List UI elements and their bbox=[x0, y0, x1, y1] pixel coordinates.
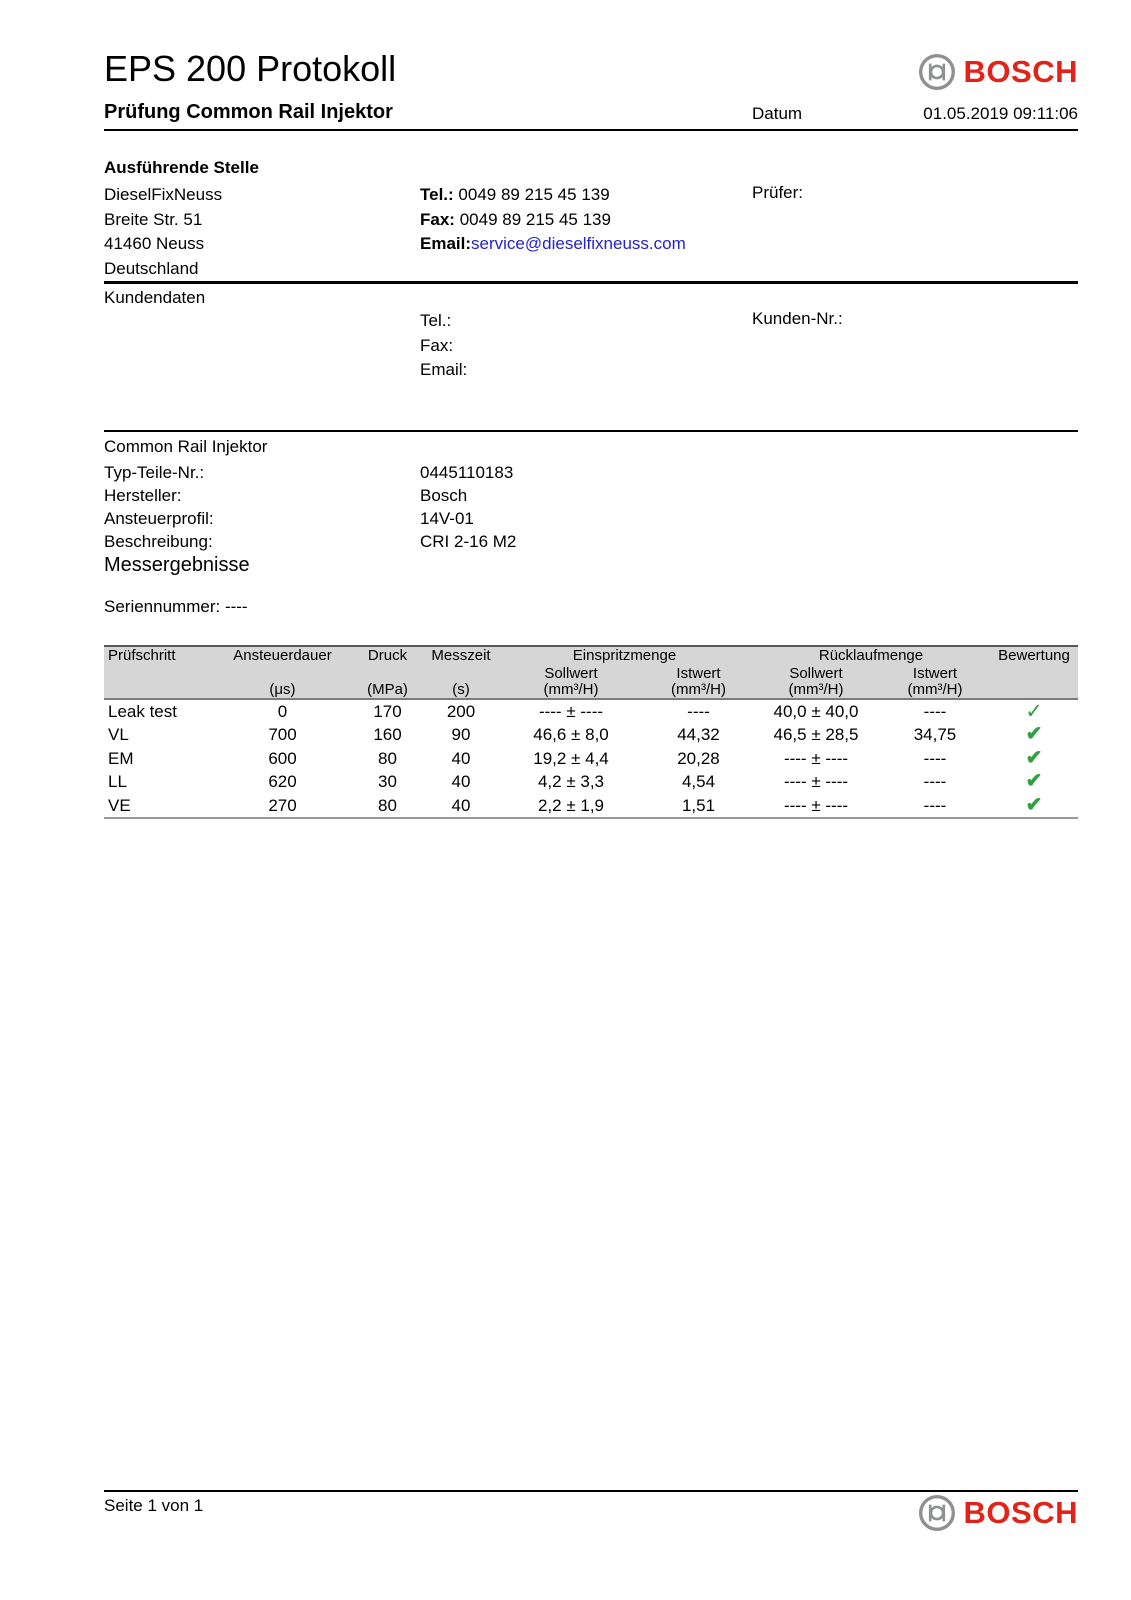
email-label: Email: bbox=[420, 234, 472, 253]
provider-country: Deutschland bbox=[104, 258, 199, 278]
einspritz-sollwert-value: 4,2 ± 3,3 bbox=[537, 772, 605, 792]
footer-divider bbox=[104, 1490, 1078, 1492]
ansteuerdauer-value: 270 bbox=[268, 795, 297, 815]
results-table bbox=[104, 645, 1078, 819]
ansteuerdauer-value: 700 bbox=[268, 725, 297, 745]
injector-detail-row bbox=[104, 507, 516, 530]
provider-contact bbox=[420, 183, 686, 257]
bosch-wordmark: BOSCH bbox=[963, 1495, 1078, 1530]
provider-email-line bbox=[420, 232, 686, 257]
bosch-armature-icon bbox=[918, 1494, 956, 1532]
customer-fax-label: Fax: bbox=[420, 335, 454, 355]
table-row-em bbox=[104, 747, 1078, 770]
test-step-name: VE bbox=[108, 795, 131, 815]
customer-tel-label: Tel.: bbox=[420, 311, 452, 330]
einspritz-istwert-value: 4,54 bbox=[681, 772, 716, 792]
type-part-number-label: Typ-Teile-Nr.: bbox=[104, 463, 205, 482]
ruecklauf-istwert-value: 34,75 bbox=[913, 725, 957, 745]
provider-section-heading: Ausführende Stelle bbox=[104, 158, 259, 177]
ruecklauf-sollwert-value: ---- ± ---- bbox=[783, 772, 849, 792]
description-label: Beschreibung: bbox=[104, 532, 213, 551]
page-number: Seite 1 von 1 bbox=[104, 1496, 204, 1515]
test-step-name: VL bbox=[108, 725, 129, 745]
einspritz-istwert-value: 44,32 bbox=[677, 725, 720, 745]
customer-divider bbox=[104, 430, 1078, 432]
ruecklauf-istwert-value: ---- bbox=[923, 772, 947, 792]
bosch-armature-icon bbox=[918, 53, 956, 91]
customer-contact bbox=[420, 309, 467, 383]
results-table-header bbox=[104, 645, 1078, 700]
test-step-name: EM bbox=[108, 748, 134, 768]
unit-einspritz-sollwert: (mm³/H) bbox=[543, 681, 599, 698]
pass-check-icon: ✓ bbox=[1025, 700, 1043, 723]
drive-profile-value: 14V-01 bbox=[420, 509, 474, 528]
provider-tel-line bbox=[420, 183, 686, 208]
subheader-einspritz-sollwert: Sollwert bbox=[544, 665, 598, 682]
col-header-pruefschritt: Prüfschritt bbox=[108, 647, 176, 664]
ruecklauf-sollwert-value: 46,5 ± 28,5 bbox=[773, 725, 859, 745]
customer-email-label: Email: bbox=[420, 360, 468, 379]
serial-number-line bbox=[104, 597, 248, 617]
customer-number-label: Kunden-Nr.: bbox=[752, 309, 843, 328]
serial-number-value: ---- bbox=[224, 597, 248, 616]
table-row-ll bbox=[104, 770, 1078, 793]
results-table-body bbox=[104, 700, 1078, 819]
unit-ruecklauf-sollwert: (mm³/H) bbox=[788, 681, 844, 698]
einspritz-istwert-value: 1,51 bbox=[681, 795, 716, 815]
bosch-logo-footer bbox=[918, 1494, 1078, 1532]
unit-ruecklauf-istwert: (mm³/H) bbox=[907, 681, 963, 698]
test-step-name: Leak test bbox=[108, 702, 177, 721]
injector-details bbox=[104, 461, 516, 553]
examiner-label: Prüfer: bbox=[752, 183, 804, 202]
ansteuerdauer-value: 620 bbox=[268, 772, 297, 792]
date-label: Datum bbox=[752, 104, 803, 123]
ansteuerdauer-value: 600 bbox=[268, 748, 297, 768]
manufacturer-label: Hersteller: bbox=[104, 486, 182, 505]
ruecklauf-sollwert-value: 40,0 ± 40,0 bbox=[773, 702, 859, 721]
unit-druck: (MPa) bbox=[367, 681, 408, 698]
ruecklauf-istwert-value: ---- bbox=[923, 702, 947, 721]
header-divider bbox=[104, 129, 1078, 131]
pass-check-icon: ✔ bbox=[1025, 793, 1043, 816]
pass-check-icon: ✔ bbox=[1025, 770, 1043, 793]
serial-number-label: Seriennummer: bbox=[104, 597, 221, 616]
druck-value: 160 bbox=[373, 725, 402, 745]
provider-address bbox=[104, 183, 222, 281]
druck-value: 170 bbox=[373, 702, 402, 721]
col-header-druck: Druck bbox=[367, 647, 408, 664]
einspritz-istwert-value: 20,28 bbox=[677, 748, 720, 768]
messzeit-value: 40 bbox=[451, 795, 471, 815]
druck-value: 80 bbox=[378, 795, 397, 815]
ruecklauf-istwert-value: ---- bbox=[923, 795, 947, 815]
provider-fax-line bbox=[420, 208, 686, 233]
provider-city: 41460 Neuss bbox=[104, 234, 205, 253]
provider-divider bbox=[104, 281, 1078, 284]
date-value: 01.05.2019 09:11:06 bbox=[923, 104, 1078, 123]
messzeit-value: 200 bbox=[446, 702, 476, 721]
fax-value: 0049 89 215 45 139 bbox=[459, 209, 611, 229]
tel-value: 0049 89 215 45 139 bbox=[458, 185, 610, 204]
einspritz-sollwert-value: ---- ± ---- bbox=[538, 702, 604, 721]
subheader-einspritz-istwert: Istwert bbox=[676, 665, 721, 682]
bosch-logo bbox=[918, 53, 1078, 91]
type-part-number-value: 0445110183 bbox=[420, 463, 514, 482]
subheader-ruecklauf-istwert: Istwert bbox=[912, 665, 958, 682]
ansteuerdauer-value: 0 bbox=[277, 702, 288, 721]
description-value: CRI 2-16 M2 bbox=[420, 532, 517, 551]
injector-detail-row bbox=[104, 484, 516, 507]
test-step-name: LL bbox=[108, 772, 127, 792]
einspritz-istwert-value: ---- bbox=[687, 702, 710, 721]
provider-name: DieselFixNeuss bbox=[104, 185, 223, 204]
col-header-bewertung: Bewertung bbox=[998, 647, 1070, 664]
injector-section-heading: Common Rail Injektor bbox=[104, 437, 268, 456]
table-row-leak-test bbox=[104, 700, 1078, 723]
tel-label: Tel.: bbox=[420, 185, 454, 204]
col-header-einspritzmenge: Einspritzmenge bbox=[572, 647, 677, 664]
email-link[interactable]: service@dieselfixneuss.com bbox=[471, 234, 686, 253]
bosch-wordmark: BOSCH bbox=[963, 54, 1078, 89]
manufacturer-value: Bosch bbox=[420, 486, 468, 505]
subheader-ruecklauf-sollwert: Sollwert bbox=[789, 665, 843, 682]
druck-value: 80 bbox=[378, 748, 397, 768]
provider-street: Breite Str. 51 bbox=[104, 209, 203, 229]
einspritz-sollwert-value: 2,2 ± 1,9 bbox=[537, 795, 605, 815]
einspritz-sollwert-value: 46,6 ± 8,0 bbox=[533, 725, 609, 745]
ruecklauf-sollwert-value: ---- ± ---- bbox=[783, 748, 849, 768]
results-section-heading: Messergebnisse bbox=[104, 554, 250, 576]
druck-value: 30 bbox=[378, 772, 397, 792]
col-header-ruecklaufmenge: Rücklaufmenge bbox=[818, 647, 924, 664]
document-subtitle: Prüfung Common Rail Injektor bbox=[104, 101, 393, 123]
messzeit-value: 40 bbox=[451, 772, 471, 792]
unit-ansteuerdauer: (μs) bbox=[269, 681, 296, 698]
ruecklauf-sollwert-value: ---- ± ---- bbox=[783, 795, 849, 815]
customer-section-heading: Kundendaten bbox=[104, 288, 206, 307]
col-header-messzeit: Messzeit bbox=[431, 647, 491, 664]
col-header-ansteuerdauer: Ansteuerdauer bbox=[233, 647, 332, 664]
unit-einspritz-istwert: (mm³/H) bbox=[671, 681, 726, 698]
pass-check-icon: ✔ bbox=[1025, 723, 1043, 746]
table-row-vl bbox=[104, 723, 1078, 746]
unit-messzeit: (s) bbox=[452, 681, 470, 698]
page-title: EPS 200 Protokoll bbox=[104, 48, 397, 89]
table-row-ve bbox=[104, 794, 1078, 817]
fax-label: Fax: bbox=[420, 209, 455, 229]
drive-profile-label: Ansteuerprofil: bbox=[104, 509, 214, 528]
injector-detail-row bbox=[104, 530, 516, 553]
ruecklauf-istwert-value: ---- bbox=[923, 748, 947, 768]
pass-check-icon: ✔ bbox=[1025, 746, 1043, 769]
injector-detail-row bbox=[104, 461, 516, 484]
einspritz-sollwert-value: 19,2 ± 4,4 bbox=[533, 748, 609, 768]
messzeit-value: 40 bbox=[451, 748, 471, 768]
messzeit-value: 90 bbox=[451, 725, 471, 745]
